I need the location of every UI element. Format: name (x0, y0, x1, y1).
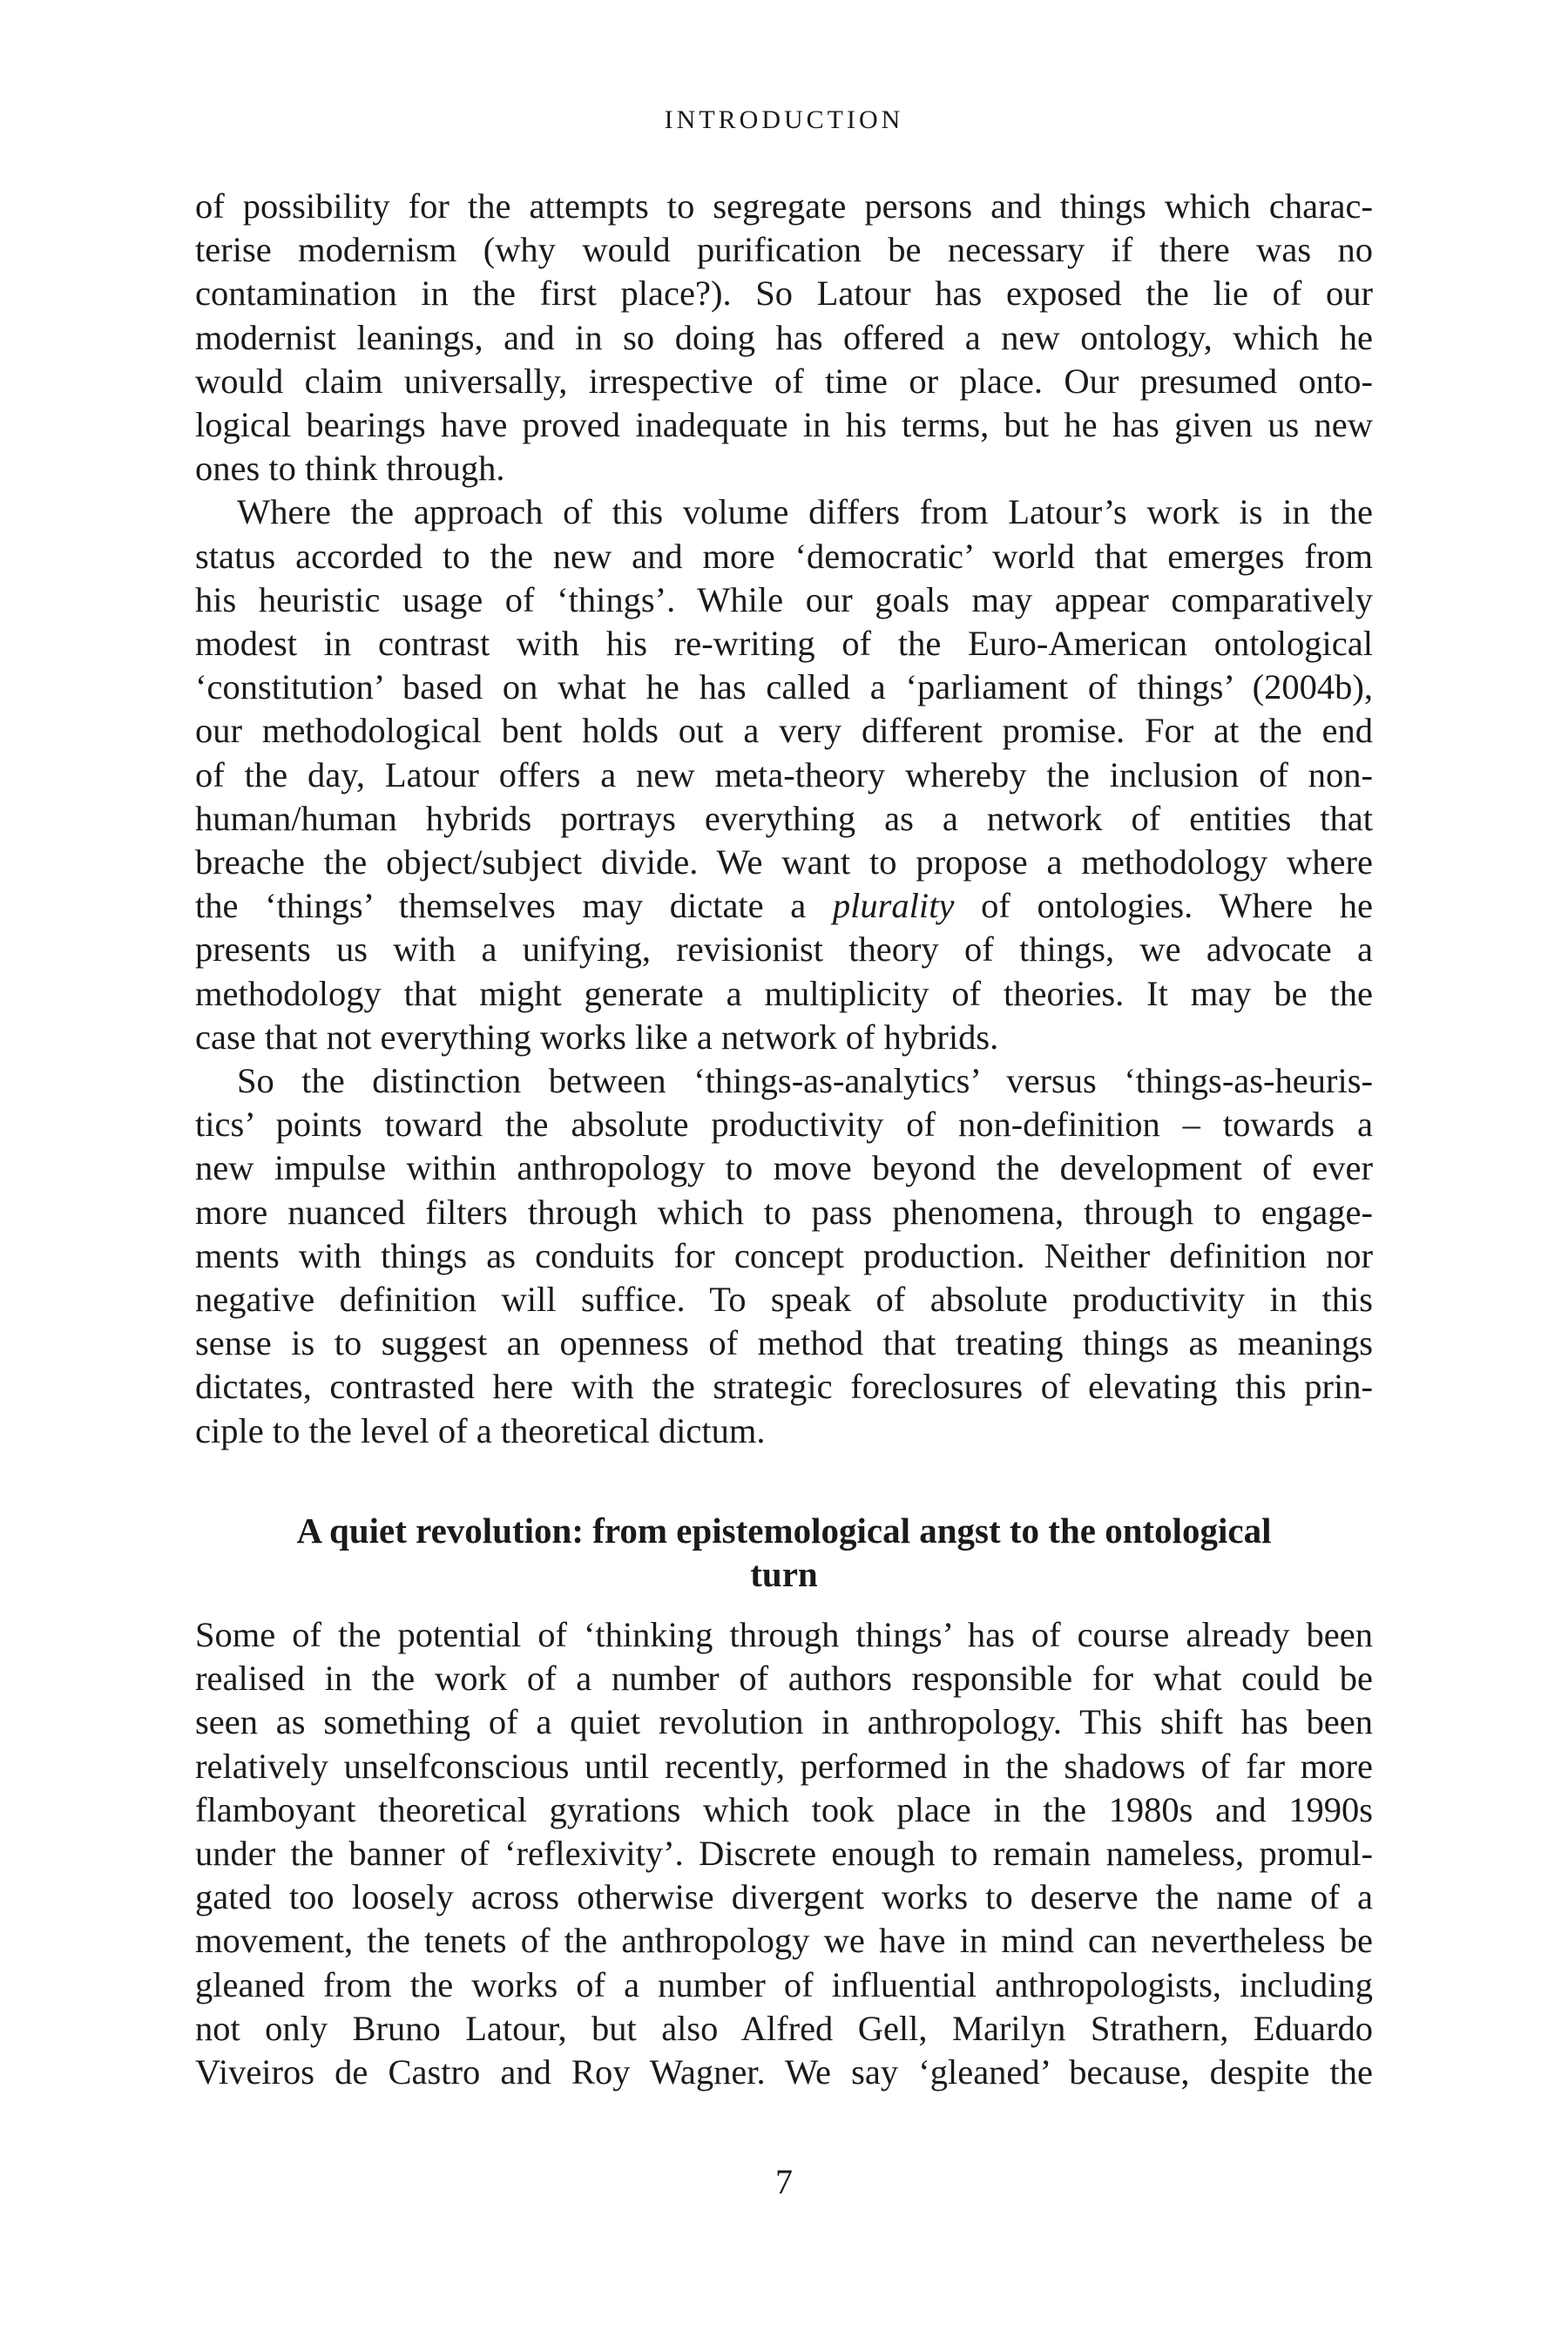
text-line: would claim universally, irrespective of time or place. Our presumed onto- (195, 361, 1373, 401)
text-line: contamination in the first place?). So Latour has exposed the lie of our (195, 274, 1373, 314)
page-number: 7 (775, 2162, 793, 2201)
text-line: ones to think through. (195, 449, 505, 489)
section-heading (195, 1509, 1373, 1596)
text-line: modernist leanings, and in so doing has offered a new ontology, which he (195, 317, 1373, 357)
body-text-bottom (195, 1613, 1373, 2094)
text-line: Some of the potential of ‘thinking through things’ has of course already been (195, 1615, 1373, 1654)
text-line: realised in the work of a number of authors responsible for what could be (195, 1659, 1373, 1699)
running-head: INTRODUCTION (664, 105, 904, 134)
text-line: dictates, contrasted here with the strategic foreclosures of elevating this prin- (195, 1367, 1373, 1407)
text-line: new impulse within anthropology to move beyond the development of ever (195, 1148, 1373, 1188)
text-line: methodology that might generate a multiplicity of theories. It may be the (195, 973, 1373, 1013)
text-line: his heuristic usage of ‘things’. While our goals may appear comparatively (195, 579, 1373, 619)
text-line: gleaned from the works of a number of influential anthropologists, including (195, 1964, 1373, 2004)
section-heading-line-2: turn (750, 1554, 818, 1594)
text-line: movement, the tenets of the anthropology we have in mind can nevertheless be (195, 1921, 1373, 1961)
text-line: case that not everything works like a network of hybrids. (195, 1017, 999, 1057)
text-line: sense is to suggest an openness of method that treating things as meanings (195, 1323, 1373, 1363)
text-line: relatively unselfconscious until recently, performed in the shadows of far more (195, 1746, 1373, 1786)
text-line: terise modernism (why would purification be necessary if there was no (195, 230, 1373, 270)
text-line: more nuanced filters through which to pass phenomena, through to engage- (195, 1192, 1373, 1232)
text-line: So the distinction between ‘things-as-analytics’ versus ‘things-as-heuris- (237, 1061, 1373, 1101)
text-line: ciple to the level of a theoretical dictum. (195, 1410, 766, 1450)
text-line: logical bearings have proved inadequate in his terms, but he has given us new (195, 405, 1373, 445)
text-line: of the day, Latour offers a new meta-theory whereby the inclusion of non- (195, 754, 1373, 794)
text-line: breache the object/subject divide. We want to propose a methodology where (195, 842, 1373, 882)
text-line: ‘constitution’ based on what he has called a ‘parliament of things’ (2004b), (195, 667, 1373, 707)
text-line: under the banner of ‘reflexivity’. Discrete enough to remain nameless, promul- (195, 1834, 1373, 1874)
text-line: Where the approach of this volume differs from Latour’s work is in the (237, 492, 1373, 532)
paragraph (195, 185, 1373, 490)
paragraph (195, 1059, 1373, 1453)
text-line: ments with things as conduits for concept production. Neither definition nor (195, 1235, 1373, 1275)
section-heading-line-1: A quiet revolution: from epistemological angst to the ontological (296, 1511, 1272, 1551)
text-line: negative definition will suffice. To speak of absolute productivity in this (195, 1280, 1373, 1320)
text-line: seen as something of a quiet revolution in anthropology. This shift has been (195, 1702, 1373, 1742)
text-line: tics’ points toward the absolute productivity of non-definition – towards a (195, 1105, 1373, 1145)
text-line: gated too loosely across otherwise divergent works to deserve the name of a (195, 1877, 1373, 1917)
text-line: status accorded to the new and more ‘democratic’ world that emerges from (195, 536, 1373, 576)
text-line: our methodological bent holds out a very different promise. For at the end (195, 711, 1373, 751)
paragraph (195, 1613, 1373, 2094)
body-text-top (195, 185, 1373, 1453)
text-line: presents us with a unifying, revisionist theory of things, we advocate a (195, 929, 1373, 970)
italic-emphasis: plurality (832, 886, 955, 926)
text-line: of possibility for the attempts to segregate persons and things which charac- (195, 186, 1373, 226)
text-line: not only Bruno Latour, but also Alfred Gell, Marilyn Strathern, Eduardo (195, 2008, 1373, 2048)
text-line: the ‘things’ themselves may dictate a plurality of ontologies. Where he (195, 886, 1374, 926)
text-line: modest in contrast with his re-writing of the Euro-American ontological (195, 624, 1373, 664)
paragraph (195, 490, 1373, 1059)
text-line: human/human hybrids portrays everything as a network of entities that (195, 798, 1373, 838)
text-line: flamboyant theoretical gyrations which took place in the 1980s and 1990s (195, 1789, 1373, 1829)
text-line: Viveiros de Castro and Roy Wagner. We say ‘gleaned’ because, despite the (195, 2052, 1373, 2092)
